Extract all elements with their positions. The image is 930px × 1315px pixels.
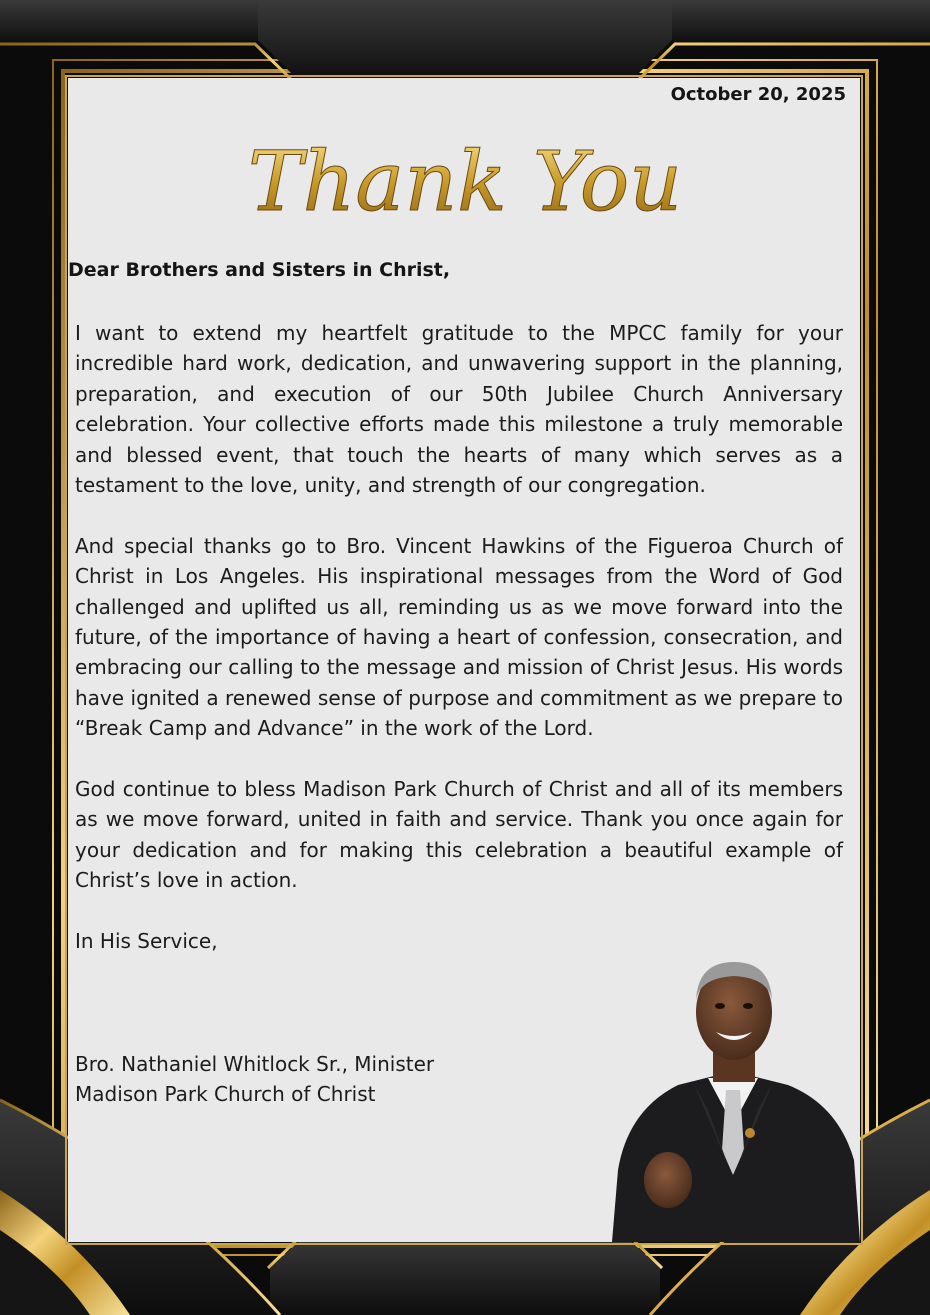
signature-org: Madison Park Church of Christ — [75, 1082, 376, 1107]
signature-block — [75, 1049, 434, 1110]
minister-portrait — [598, 950, 860, 1242]
paragraph-3: God continue to bless Madison Park Church of Christ and all of its members as we move forward, united in faith and service. Thank you once again for your dedication and for making this celebration a beautiful example of Christ’s love in action. — [75, 777, 843, 893]
paragraph-2: And special thanks go to Bro. Vincent Hawkins of the Figueroa Church of Christ in Los Angeles. His inspirational messages from the Word of God challenged and uplifted us all, reminding us as we move forward into the future, of the importance of having a heart of confession, consecration, and embracing our calling to the message and mission of Christ Jesus. His words have ignited a renewed sense of purpose and commitment as we prepare to “Break Camp and Advance” in the work of the Lord. — [75, 533, 843, 741]
signature-name: Bro. Nathaniel Whitlock Sr., Minister — [75, 1052, 435, 1076]
letter-date: October 20, 2025 — [670, 84, 846, 105]
thank-you-title — [245, 115, 685, 255]
salutation: Dear Brothers and Sisters in Christ, — [68, 259, 451, 281]
closing: In His Service, — [75, 929, 218, 954]
letter-body — [75, 318, 843, 987]
paragraph-1: I want to extend my heartfelt gratitude to the MPCC family for your incredible hard work, dedication, and unwavering support in the planning, preparation, and execution of our 50th Jubilee Church Anniversary celebration. Your collective efforts made this milestone a truly memorable and blessed event, that touch the hearts of many which serves as a testament to the love, unity, and strength of our congregation. — [75, 321, 843, 498]
title-text: Thank You — [247, 135, 683, 230]
